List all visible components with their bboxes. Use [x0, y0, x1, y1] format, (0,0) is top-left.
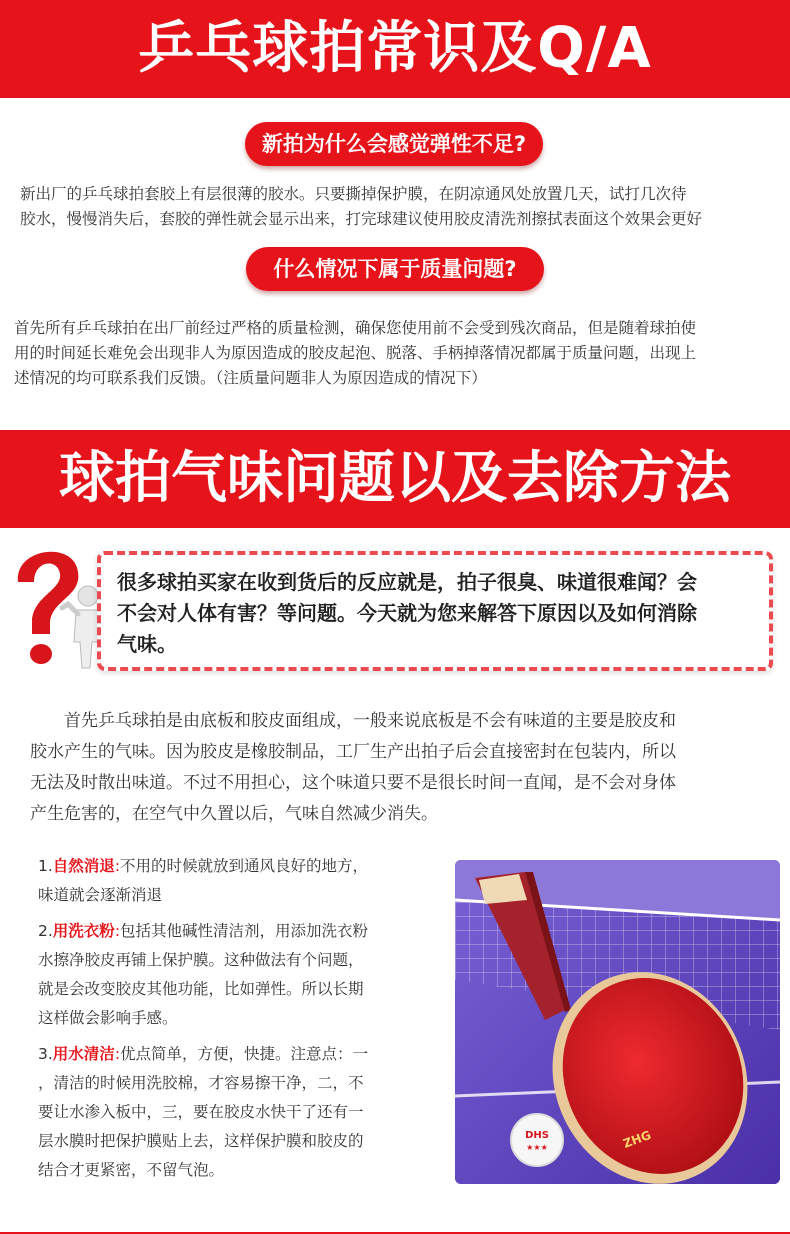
question-mark-figure-icon [4, 538, 108, 678]
tip-title: 用洗衣粉 [52, 922, 115, 940]
tip-line: 味道就会逐渐消退 [38, 886, 163, 904]
tip-colon: : [114, 922, 121, 940]
paddle-logo-text: ZHG [621, 1127, 653, 1151]
qa-answer-1 [20, 182, 790, 232]
tips-list [38, 852, 428, 1192]
qa-answer-2-line: 用的时间延长难免会出现非人为原因造成的胶皮起泡、脱落、手柄掉落情况都属于质量问题，出现上 [14, 344, 697, 362]
paddle-photo-illustration [455, 860, 780, 1184]
intro-line: 无法及时散出味道。不过不用担心，这个味道只要不是很长时间一直闻，是不会对身体 [30, 773, 676, 793]
tip-number: 2. [38, 922, 53, 940]
tip-line: 优点简单，方便，快捷。注意点：一 [120, 1045, 369, 1063]
tip-line: 层水膜时把保护膜贴上去，这样保护膜和胶皮的 [38, 1132, 364, 1150]
qa-question-1: 新拍为什么会感觉弹性不足? [245, 122, 543, 166]
paddle-photo [455, 860, 780, 1184]
question-box [97, 551, 773, 671]
tip-line: 包括其他碱性清洁剂，用添加洗衣粉 [120, 922, 369, 940]
tip-item-2 [38, 917, 428, 1033]
top-banner [0, 0, 790, 98]
tip-line: 这样做会影响手感。 [38, 1009, 178, 1027]
tip-item-3 [38, 1040, 428, 1185]
tip-line: ，清洁的时候用洗胶棉，才容易擦干净，二，不 [38, 1074, 364, 1092]
ball-brand-text: DHS [525, 1130, 549, 1141]
mid-banner [0, 430, 790, 528]
tip-colon: : [114, 1045, 121, 1063]
qa-answer-1-line: 新出厂的乒乓球拍套胶上有层很薄的胶水。只要撕掉保护膜，在阴凉通风处放置几天，试打几次待 [20, 185, 687, 203]
tip-line: 不用的时候就放到通风良好的地方， [120, 857, 369, 875]
qa-answer-2-line: 述情况的均可联系我们反馈。（注质量问题非人为原因造成的情况下） [14, 369, 487, 387]
question-box-line: 气味。 [117, 632, 177, 656]
tip-number: 3. [38, 1045, 53, 1063]
tip-item-1 [38, 852, 428, 910]
tip-title: 自然消退 [52, 857, 115, 875]
mid-banner-title: 球拍气味问题以及去除方法 [59, 446, 731, 511]
tip-title: 用水清洁 [52, 1045, 115, 1063]
tip-number: 1. [38, 857, 53, 875]
ball-stars-text: ★★★ [526, 1143, 548, 1152]
qa-question-2: 什么情况下属于质量问题? [246, 247, 544, 291]
qa-answer-1-line: 胶水，慢慢消失后，套胶的弹性就会显示出来，打完球建议使用胶皮清洗剂擦拭表面这个效果会更好 [20, 210, 703, 228]
qa-answer-2 [14, 316, 784, 391]
question-box-text [117, 567, 757, 660]
intro-line: 产生危害的，在空气中久置以后，气味自然减少消失。 [30, 804, 438, 824]
qa-answer-2-line: 首先所有乒乓球拍在出厂前经过严格的质量检测，确保您使用前不会受到残次商品，但是随着球拍使 [14, 319, 697, 337]
question-box-line: 很多球拍买家在收到货后的反应就是，拍子很臭、味道很难闻？会 [117, 570, 697, 594]
tip-line: 要让水渗入板中，三，要在胶皮水快干了还有一 [38, 1103, 364, 1121]
tip-line: 结合才更紧密，不留气泡。 [38, 1161, 225, 1179]
top-banner-title: 乒乓球拍常识及Q/A [138, 16, 652, 81]
intro-line: 胶水产生的气味。因为胶皮是橡胶制品，工厂生产出拍子后会直接密封在包装内，所以 [30, 742, 676, 762]
tip-line: 水擦净胶皮再铺上保护膜。这种做法有个问题， [38, 951, 364, 969]
intro-line: 首先乒乓球拍是由底板和胶皮面组成，一般来说底板是不会有味道的主要是胶皮和 [64, 711, 676, 731]
question-box-line: 不会对人体有害？等问题。今天就为您来解答下原因以及如何消除 [117, 601, 697, 625]
tip-line: 就是会改变胶皮其他功能，比如弹性。所以长期 [38, 980, 364, 998]
intro-paragraph [30, 706, 760, 830]
tip-colon: : [114, 857, 121, 875]
